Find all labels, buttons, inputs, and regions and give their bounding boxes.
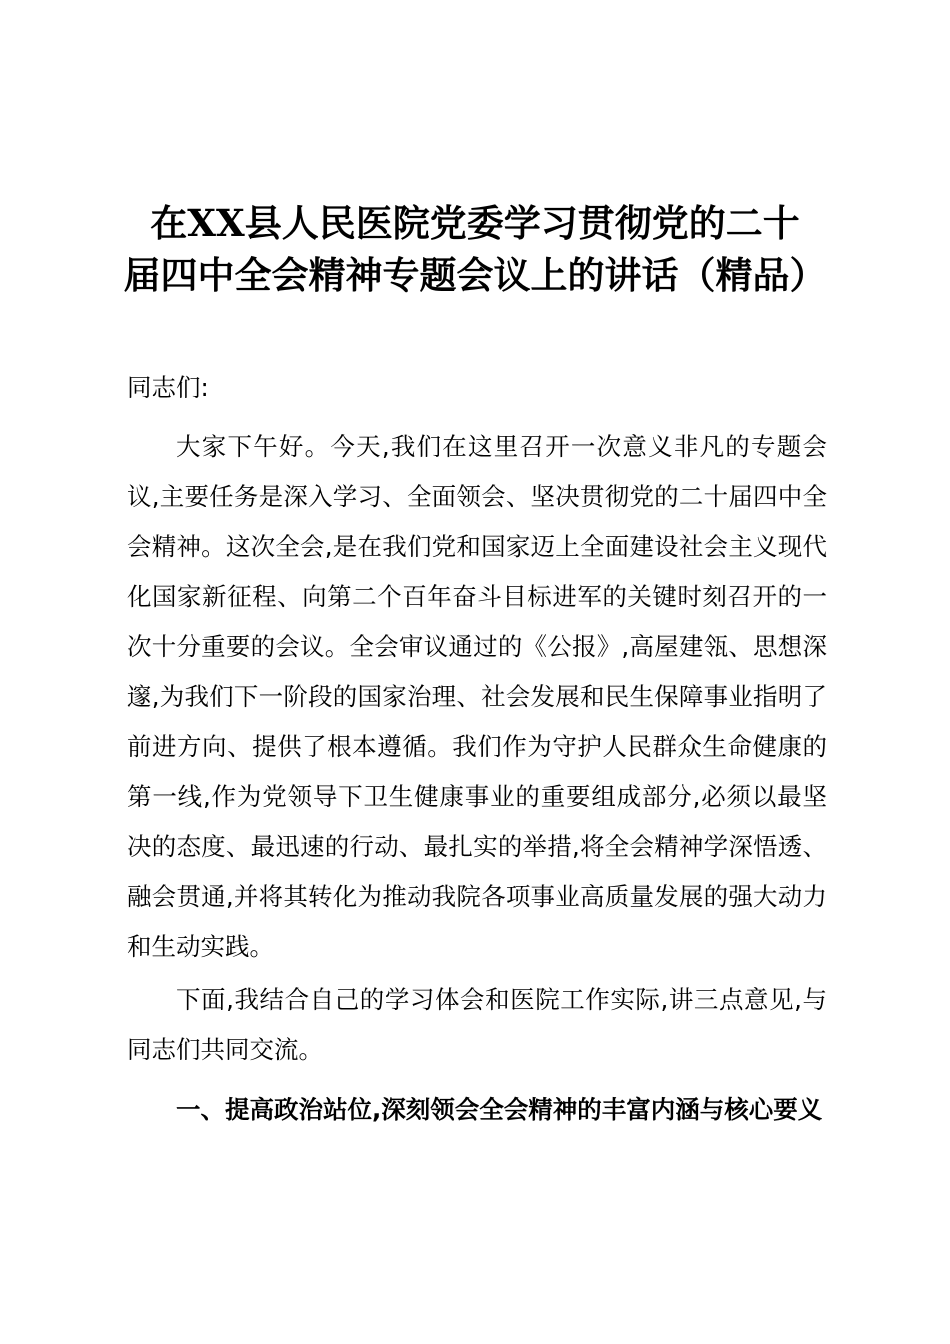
paragraph-opening: 大家下午好。今天,我们在这里召开一次意义非凡的专题会议,主要任务是深入学习、全面领会、坚决贯彻党的二十届四中全会精神。这次全会,是在我们党和国家迈上全面建设社会主义现代化国家新征程、向第二个百年奋斗目标进军的关键时刻召开的一次十分重要的会议。全会审议通过的《公报》,高屋建瓴、思想深邃,为我们下一阶段的国家治理、社会发展和民生保障事业指明了前进方向、提供了根本遵循。我们作为守护人民群众生命健康的第一线,作为党领导下卫生健康事业的重要组成部分,必须以最坚决的态度、最迅速的行动、最扎实的举措,将全会精神学深悟透、融会贯通,并将其转化为推动我院各项事业高质量发展的强大动力和生动实践。 bbox=[127, 432, 827, 961]
document-title-line-1: 在XX县人民医院党委学习贯彻党的二十 bbox=[150, 201, 800, 245]
paragraph-intro-points: 下面,我结合自己的学习体会和医院工作实际,讲三点意见,与同志们共同交流。 bbox=[127, 985, 827, 1064]
document-title-line-2: 届四中全会精神专题会议上的讲话（精品） bbox=[123, 253, 827, 297]
salutation: 同志们: bbox=[127, 373, 209, 402]
section-heading-1: 一、提高政治站位,深刻领会全会精神的丰富内涵与核心要义 bbox=[176, 1095, 823, 1124]
